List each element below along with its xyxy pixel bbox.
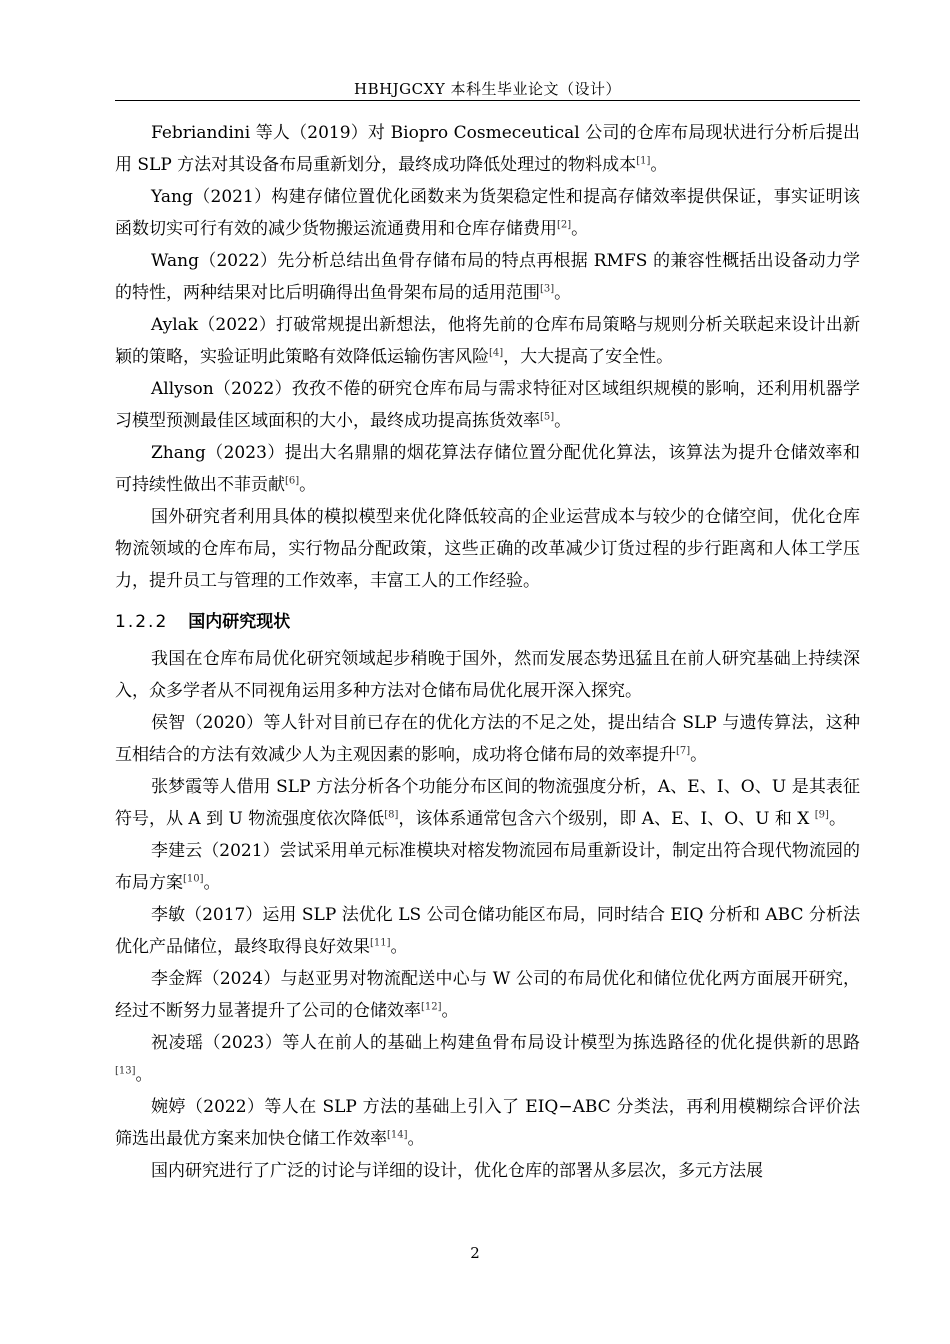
citation: [7] [676,745,691,757]
paragraph-febriandini: Febriandini 等人（2019）对 Biopro Cosmeceutical 公司的仓库布局现状进行分析后提出用 SLP 方法对其设备布局重新划分，最终成功降低处理过的物料成本[1]。 [115,123,860,175]
section-title: 国内研究现状 [188,612,291,632]
paragraph-lijinhui: 李金辉（2024）与赵亚男对物流配送中心与 W 公司的布局优化和储位优化两方面展开研究，经过不断努力显著提升了公司的仓储效率[12]。 [115,969,860,1021]
paragraph-domestic-intro: 我国在仓库布局优化研究领域起步稍晚于国外，然而发展态势迅猛且在前人研究基础上持续深入，众多学者从不同视角运用多种方法对仓储布局优化展开深入探究。 [115,649,860,701]
citation: [14] [387,1129,408,1141]
citation: [2] [557,219,572,231]
paragraph-zhulingyao: 祝凌瑶（2023）等人在前人的基础上构建鱼骨布局设计模型为拣选路径的优化提供新的思路[13]。 [115,1033,860,1085]
citation: [6] [285,475,300,487]
paragraph-foreign-summary: 国外研究者利用具体的模拟模型来优化降低较高的企业运营成本与较少的仓储空间，优化仓库物流领域的仓库布局，实行物品分配政策，这些正确的改革减少订货过程的步行距离和人体工学压力，提升员工与管理的工作效率，丰富工人的工作经验。 [115,507,860,591]
paragraph-allyson: Allyson（2022）孜孜不倦的研究仓库布局与需求特征对区域组织规模的影响，还利用机器学习模型预测最佳区域面积的大小，最终成功提高拣货效率[5]。 [115,379,860,431]
header-rule [115,100,860,101]
paragraph-lijianyun: 李建云（2021）尝试采用单元标准模块对榕发物流园布局重新设计，制定出符合现代物流园的布局方案[10]。 [115,841,860,893]
citation: [3] [540,283,555,295]
page-header: HBHJGCXY 本科生毕业论文（设计） [353,80,621,98]
citation: [1] [636,155,651,167]
body-content [115,117,860,1187]
citation: [13] [115,1065,136,1077]
citation: [5] [540,411,555,423]
section-heading [115,607,860,637]
paragraph-yang: Yang（2021）构建存储位置优化函数来为货架稳定性和提高存储效率提供保证，事实证明该函数切实可行有效的减少货物搬运流通费用和仓库存储费用[2]。 [115,187,860,239]
citation: [9] [814,809,829,821]
paragraph-zhangmengxia: 张梦霞等人借用 SLP 方法分析各个功能分布区间的物流强度分析，A、E、I、O、U 是其表征符号，从 A 到 U 物流强度依次降低[8]，该体系通常包含六个级别，即 A、E、I、O、U 和 X [9]。 [115,777,860,829]
section-number: 1.2.2 [115,612,169,632]
paragraph-zhang: Zhang（2023）提出大名鼎鼎的烟花算法存储位置分配优化算法，该算法为提升仓储效率和可持续性做出不菲贡献[6]。 [115,443,860,495]
paragraph-aylak: Aylak（2022）打破常规提出新想法，他将先前的仓库布局策略与规则分析关联起来设计出新颖的策略，实验证明此策略有效降低运输伤害风险[4]，大大提高了安全性。 [115,315,860,367]
citation: [12] [421,1001,442,1013]
citation: [8] [384,809,399,821]
paragraph-wang: Wang（2022）先分析总结出鱼骨存储布局的特点再根据 RMFS 的兼容性概括出设备动力学的特性，两种结果对比后明确得出鱼骨架布局的适用范围[3]。 [115,251,860,303]
citation: [10] [183,873,204,885]
paragraph-wanting: 婉婷（2022）等人在 SLP 方法的基础上引入了 EIQ−ABC 分类法，再利用模糊综合评价法筛选出最优方案来加快仓储工作效率[14]。 [115,1097,860,1149]
paragraph-limin: 李敏（2017）运用 SLP 法优化 LS 公司仓储功能区布局，同时结合 EIQ 分析和 ABC 分析法优化产品储位，最终取得良好效果[11]。 [115,905,860,957]
citation: [4] [489,347,504,359]
paragraph-domestic-summary: 国内研究进行了广泛的讨论与详细的设计，优化仓库的部署从多层次，多元方法展 [151,1161,763,1181]
page-number: 2 [470,1244,480,1262]
citation: [11] [370,937,391,949]
paragraph-houzhi: 侯智（2020）等人针对目前已存在的优化方法的不足之处，提出结合 SLP 与遗传算法，这种互相结合的方法有效减少人为主观因素的影响，成功将仓储布局的效率提升[7]。 [115,713,860,765]
